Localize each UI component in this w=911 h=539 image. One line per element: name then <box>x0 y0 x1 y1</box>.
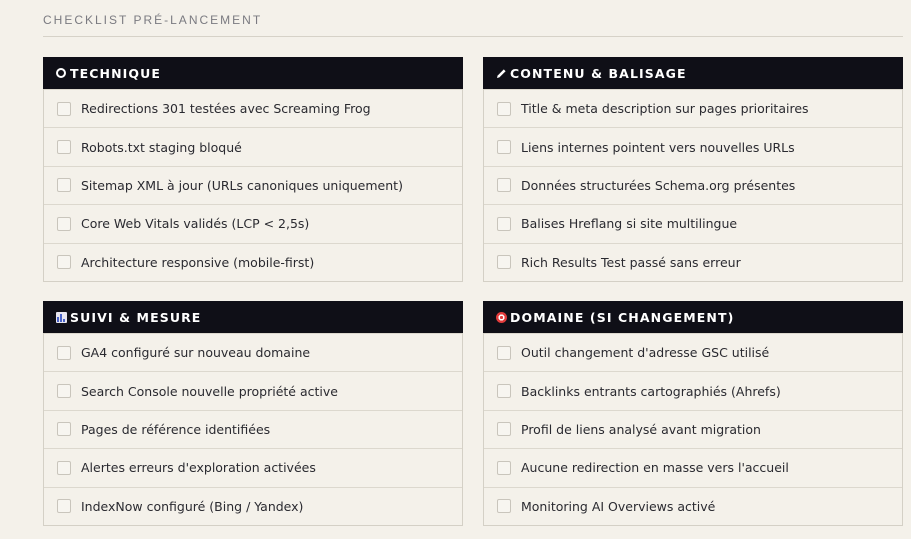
checkbox[interactable] <box>497 499 511 513</box>
checklist-item-label: Sitemap XML à jour (URLs canoniques uniquement) <box>81 177 403 193</box>
pencil-icon <box>495 67 507 79</box>
checkbox[interactable] <box>497 255 511 269</box>
checklist-item[interactable] <box>44 204 462 242</box>
card-header <box>43 57 463 89</box>
checkbox[interactable] <box>497 384 511 398</box>
checklist-item[interactable] <box>44 127 462 165</box>
page-title: CHECKLIST PRÉ-LANCEMENT <box>43 13 263 27</box>
checklist-item[interactable] <box>484 410 902 448</box>
checklist-item-label: Outil changement d'adresse GSC utilisé <box>521 345 770 361</box>
card-title: TECHNIQUE <box>70 65 162 81</box>
card-header <box>43 301 463 333</box>
title-divider <box>43 36 903 37</box>
checklist-item-label: Title & meta description sur pages prioritaires <box>521 101 809 117</box>
checklist-item[interactable] <box>484 371 902 409</box>
checklist-item[interactable] <box>484 487 902 525</box>
checklist-item-label: Aucune redirection en masse vers l'accueil <box>521 460 789 476</box>
card-title: SUIVI & MESURE <box>70 309 202 325</box>
checklist-item[interactable] <box>44 243 462 281</box>
checklist-item[interactable] <box>484 166 902 204</box>
checklist-item[interactable] <box>44 89 462 127</box>
checklist-item[interactable] <box>44 448 462 486</box>
gear-icon <box>55 67 67 79</box>
checklist-item-label: Profil de liens analysé avant migration <box>521 421 761 437</box>
checklist-item[interactable] <box>44 371 462 409</box>
checklist-item[interactable] <box>484 89 902 127</box>
card-title: DOMAINE (SI CHANGEMENT) <box>510 309 735 325</box>
checkbox[interactable] <box>57 499 71 513</box>
checkbox[interactable] <box>497 217 511 231</box>
checklist-item[interactable] <box>44 166 462 204</box>
checkbox[interactable] <box>57 255 71 269</box>
checklist-item[interactable] <box>44 333 462 371</box>
checklist-item-label: Robots.txt staging bloqué <box>81 139 242 155</box>
checklist-item-label: Redirections 301 testées avec Screaming Frog <box>81 101 371 117</box>
checklist-item[interactable] <box>484 243 902 281</box>
checkbox[interactable] <box>57 217 71 231</box>
checkbox[interactable] <box>497 422 511 436</box>
checklist-item-label: Balises Hreflang si site multilingue <box>521 216 738 232</box>
checkbox[interactable] <box>497 140 511 154</box>
card-technique <box>43 57 463 282</box>
checklist-item-label: Monitoring AI Overviews activé <box>521 498 716 514</box>
checklist-item[interactable] <box>484 333 902 371</box>
checkbox[interactable] <box>57 461 71 475</box>
checklist-item-label: GA4 configuré sur nouveau domaine <box>81 345 311 361</box>
checkbox[interactable] <box>57 422 71 436</box>
checkbox[interactable] <box>57 102 71 116</box>
checkbox[interactable] <box>497 346 511 360</box>
card-contenu-balisage <box>483 57 903 282</box>
checklist-item-label: IndexNow configuré (Bing / Yandex) <box>81 498 304 514</box>
checklist-item[interactable] <box>484 448 902 486</box>
checklist-item[interactable] <box>484 204 902 242</box>
card-title: CONTENU & BALISAGE <box>510 65 687 81</box>
checklist-item[interactable] <box>44 487 462 525</box>
checklist-item-label: Core Web Vitals validés (LCP < 2,5s) <box>81 216 310 232</box>
checkbox[interactable] <box>57 346 71 360</box>
card-header <box>483 301 903 333</box>
checkbox[interactable] <box>57 140 71 154</box>
card-domaine <box>483 301 903 526</box>
checklist-item[interactable] <box>44 410 462 448</box>
checklist-item-label: Liens internes pointent vers nouvelles URLs <box>521 139 795 155</box>
checkbox[interactable] <box>57 384 71 398</box>
checklist-item-label: Rich Results Test passé sans erreur <box>521 254 741 270</box>
checklist-item-label: Pages de référence identifiées <box>81 421 271 437</box>
card-header <box>483 57 903 89</box>
checklist-item-label: Données structurées Schema.org présentes <box>521 177 796 193</box>
checkbox[interactable] <box>497 461 511 475</box>
checklist-item-label: Architecture responsive (mobile-first) <box>81 254 315 270</box>
checklist-item-label: Alertes erreurs d'exploration activées <box>81 460 316 476</box>
checklist-item-label: Backlinks entrants cartographiés (Ahrefs) <box>521 383 781 399</box>
target-icon <box>495 311 507 323</box>
checklist-item-label: Search Console nouvelle propriété active <box>81 383 338 399</box>
checkbox[interactable] <box>57 178 71 192</box>
checklist-item[interactable] <box>484 127 902 165</box>
bar-chart-icon <box>55 311 67 323</box>
card-suivi-mesure <box>43 301 463 526</box>
checkbox[interactable] <box>497 178 511 192</box>
checkbox[interactable] <box>497 102 511 116</box>
